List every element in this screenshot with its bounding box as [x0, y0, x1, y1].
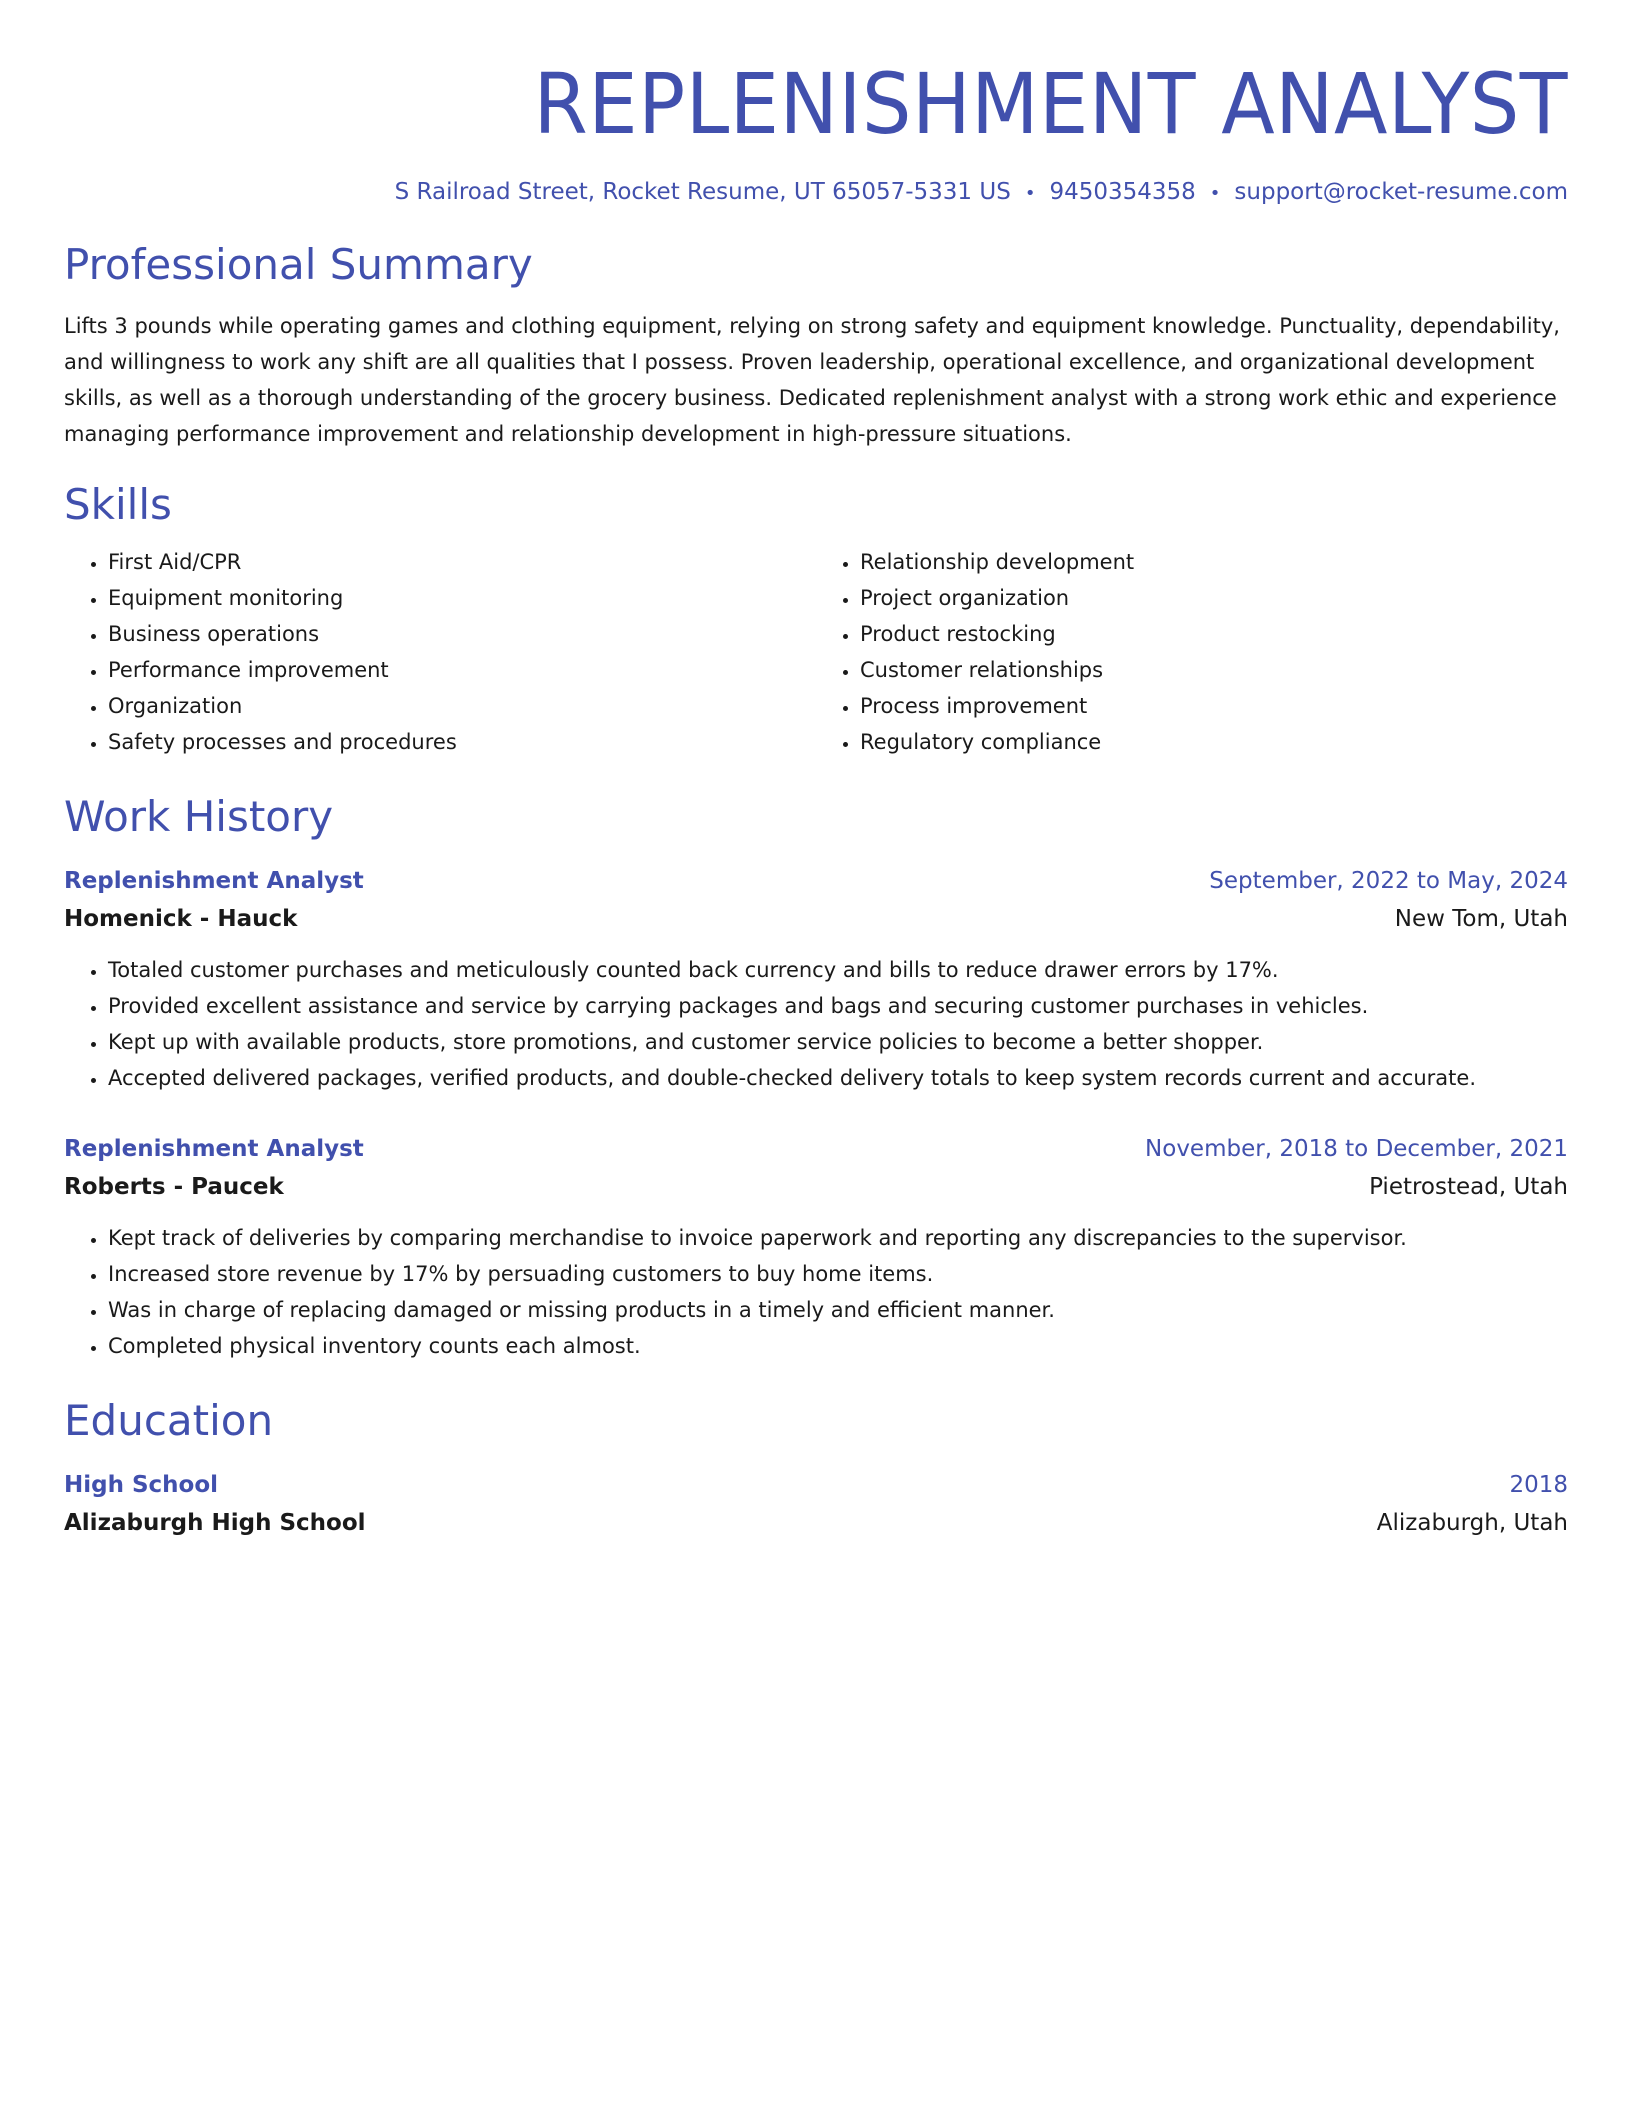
education-entry	[64, 1466, 1568, 1542]
education-location: Alizaburgh, Utah	[1376, 1510, 1568, 1536]
skills-list-left	[64, 544, 816, 760]
job-bullets	[64, 1220, 1568, 1364]
skill-item: • Project organization	[860, 580, 1568, 616]
education-section	[64, 1394, 1568, 1542]
job-entry	[64, 862, 1568, 1096]
job-bullet: • Accepted delivered packages, verified products, and double-checked delivery totals to keep system records current and accurate.	[108, 1060, 1568, 1096]
job-bullet: • Was in charge of replacing damaged or missing products in a timely and efficient manner.	[108, 1292, 1568, 1328]
skill-item: • Business operations	[108, 616, 816, 652]
job-bullet: • Provided excellent assistance and service by carrying packages and bags and securing customer purchases in vehicles.	[108, 988, 1568, 1024]
education-heading: Education	[64, 1396, 274, 1445]
job-title: Replenishment Analyst	[64, 868, 364, 894]
job-dates: November, 2018 to December, 2021	[1145, 1136, 1568, 1162]
skills-list-right	[816, 544, 1568, 760]
job-dates: September, 2022 to May, 2024	[1209, 868, 1568, 894]
skill-item: • Regulatory compliance	[860, 724, 1568, 760]
contact-email: support@rocket-resume.com	[1234, 179, 1568, 205]
job-company: Homenick - Hauck	[64, 906, 298, 932]
job-location: New Tom, Utah	[1394, 906, 1568, 932]
job-company-row	[64, 1168, 1568, 1206]
job-bullet: • Increased store revenue by 17% by persuading customers to buy home items.	[108, 1256, 1568, 1292]
education-school: Alizaburgh High School	[64, 1510, 366, 1536]
summary-text: Lifts 3 pounds while operating games and clothing equipment, relying on strong safety and equipment knowledge. Punctuality, dependability, and willingness to work any shift are all qualities that I possess. Proven leadership, operational excellence, and organizational development skills, as well as a thorough understanding of the grocery business. Dedicated replenishment analyst with a strong work ethic and experience managing performance improvement and relationship development in high-pressure situations.	[64, 314, 1560, 446]
skill-item: • Equipment monitoring	[108, 580, 816, 616]
contact-line	[64, 176, 1568, 210]
skill-item: • Performance improvement	[108, 652, 816, 688]
job-bullet: • Kept up with available products, store promotions, and customer service policies to become a better shopper.	[108, 1024, 1568, 1060]
job-location: Pietrostead, Utah	[1369, 1174, 1568, 1200]
job-bullet: • Completed physical inventory counts each almost.	[108, 1328, 1568, 1364]
skills-section	[64, 478, 1568, 760]
professional-summary-section	[64, 238, 1568, 452]
skills-heading: Skills	[64, 480, 172, 529]
work-history-heading: Work History	[64, 792, 334, 841]
job-title: Replenishment Analyst	[64, 1136, 364, 1162]
job-bullet: • Totaled customer purchases and meticulously counted back currency and bills to reduce drawer errors by 17%.	[108, 952, 1568, 988]
job-company-row	[64, 900, 1568, 938]
contact-phone: 9450354358	[1049, 179, 1196, 205]
skill-item: • Customer relationships	[860, 652, 1568, 688]
job-entry	[64, 1130, 1568, 1364]
job-bullet: • Kept track of deliveries by comparing merchandise to invoice paperwork and reporting any discrepancies to the supervisor.	[108, 1220, 1568, 1256]
education-year: 2018	[1509, 1472, 1568, 1498]
resume-title: REPLENISHMENT ANALYST	[533, 55, 1568, 153]
contact-separator: •	[1209, 183, 1221, 204]
skill-item: • Safety processes and procedures	[108, 724, 816, 760]
job-header-row	[64, 1130, 1568, 1168]
education-header-row	[64, 1466, 1568, 1504]
skill-item: • Process improvement	[860, 688, 1568, 724]
skill-item: • First Aid/CPR	[108, 544, 816, 580]
skill-item: • Organization	[108, 688, 816, 724]
resume-header	[64, 52, 1568, 210]
contact-separator: •	[1024, 183, 1036, 204]
summary-heading: Professional Summary	[64, 240, 533, 289]
skill-item: • Product restocking	[860, 616, 1568, 652]
contact-address: S Railroad Street, Rocket Resume, UT 65057-5331 US	[394, 179, 1011, 205]
education-degree: High School	[64, 1472, 219, 1498]
skill-item: • Relationship development	[860, 544, 1568, 580]
job-bullets	[64, 952, 1568, 1096]
work-history-section	[64, 790, 1568, 1364]
education-school-row	[64, 1504, 1568, 1542]
job-header-row	[64, 862, 1568, 900]
skills-columns	[64, 544, 1568, 760]
job-company: Roberts - Paucek	[64, 1174, 284, 1200]
